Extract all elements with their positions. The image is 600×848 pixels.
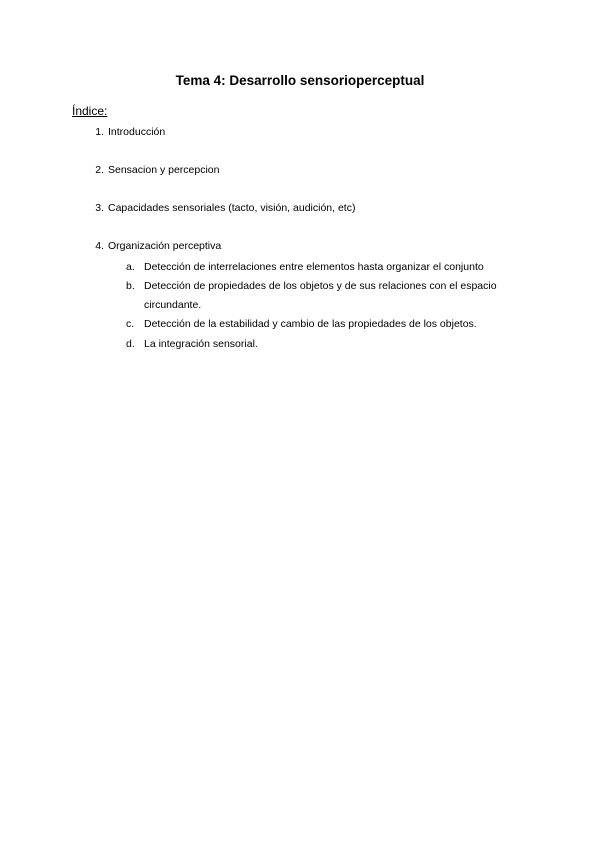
sub-list-item-letter: d. bbox=[126, 338, 135, 350]
sub-list-item-letter: c. bbox=[126, 318, 135, 330]
sub-list-item-text: Detección de propiedades de los objetos y de sus relaciones con el espacio circundante. bbox=[144, 280, 497, 311]
list-item-text: Capacidades sensoriales (tacto, visión, audición, etc) bbox=[108, 202, 356, 214]
sub-list-item-letter: a. bbox=[126, 261, 135, 273]
list-item-number: 2. bbox=[95, 164, 104, 176]
index-heading: Índice: bbox=[72, 104, 108, 118]
list-item-text: Organización perceptiva bbox=[108, 240, 222, 252]
sub-list-item-text: Detección de interrelaciones entre elementos hasta organizar el conjunto bbox=[144, 261, 484, 273]
sub-list-item-text: La integración sensorial. bbox=[144, 338, 258, 350]
sub-list-item-text: Detección de la estabilidad y cambio de las propiedades de los objetos. bbox=[144, 318, 477, 330]
list-item-number: 4. bbox=[95, 240, 104, 252]
sub-list-item-letter: b. bbox=[126, 280, 135, 292]
list-item-text: Sensacion y percepcion bbox=[108, 164, 220, 176]
document-title: Tema 4: Desarrollo sensorioperceptual bbox=[175, 73, 425, 88]
list-item-text: Introducción bbox=[108, 126, 166, 138]
list-item-number: 3. bbox=[95, 202, 104, 214]
list-item-number: 1. bbox=[95, 126, 104, 138]
